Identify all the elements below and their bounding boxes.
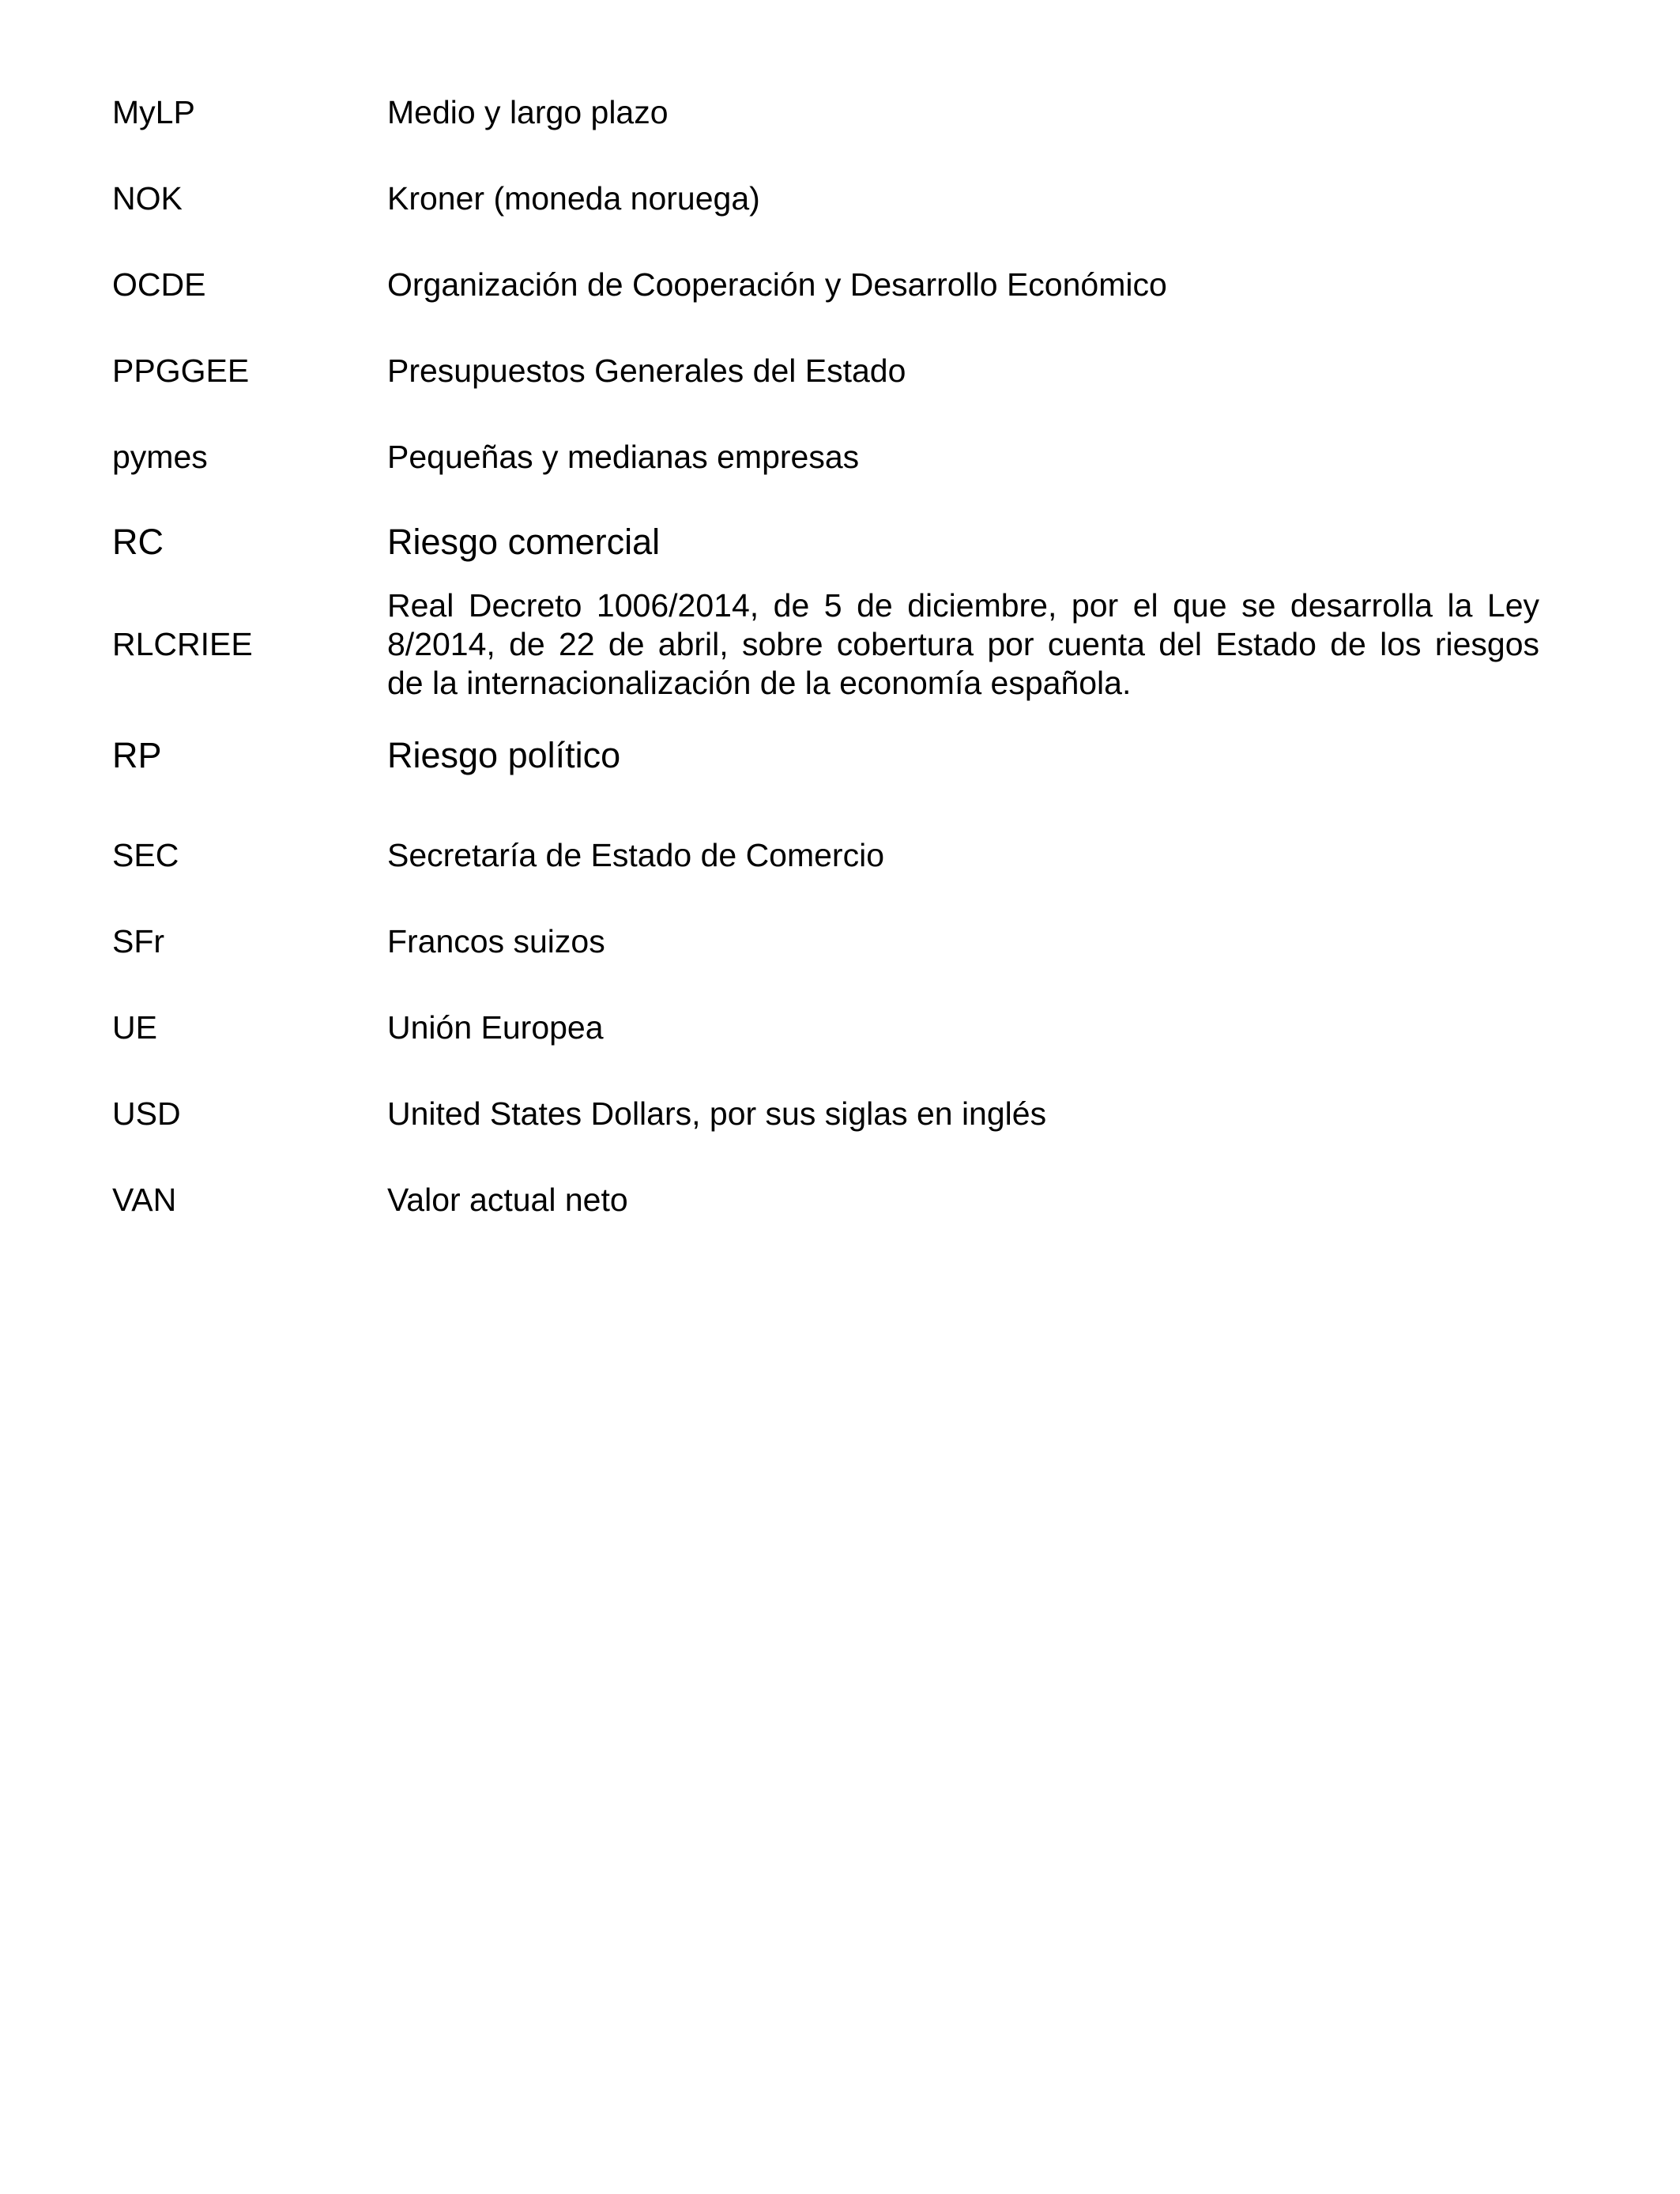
abbreviation: UE <box>112 1009 157 1046</box>
definition: Secretaría de Estado de Comercio <box>387 837 884 873</box>
abbreviation: VAN <box>112 1182 177 1218</box>
definition: Presupuestos Generales del Estado <box>387 352 906 389</box>
abbreviation: OCDE <box>112 266 206 303</box>
abbreviation: pymes <box>112 439 208 475</box>
abbreviation: USD <box>112 1095 181 1132</box>
definition-line: de la internacionalización de la economía española. <box>387 665 1132 701</box>
abbreviation: NOK <box>112 180 183 217</box>
definition <box>387 586 1539 703</box>
abbreviation: PPGGEE <box>112 352 250 389</box>
definition: Riesgo comercial <box>387 522 661 562</box>
abbreviation: RP <box>112 735 162 775</box>
definition: Valor actual neto <box>387 1182 628 1218</box>
definition: Pequeñas y medianas empresas <box>387 439 860 475</box>
abbreviation: SFr <box>112 923 165 959</box>
definition: Francos suizos <box>387 923 605 959</box>
abbreviation: RC <box>112 522 164 562</box>
definition-line: 8/2014, de 22 de abril, sobre cobertura por cuenta del Estado de los riesgos <box>387 626 1539 662</box>
definition: Unión Europea <box>387 1009 604 1046</box>
definition-line: Real Decreto 1006/2014, de 5 de diciembre, por el que se desarrolla la Ley <box>387 587 1539 624</box>
definition: Kroner (moneda noruega) <box>387 180 760 217</box>
abbreviation: RLCRIEE <box>112 626 253 662</box>
abbreviation: MyLP <box>112 94 195 130</box>
definition: Riesgo político <box>387 735 621 775</box>
definition: United States Dollars, por sus siglas en inglés <box>387 1095 1047 1132</box>
definition: Medio y largo plazo <box>387 94 669 130</box>
definition: Organización de Cooperación y Desarrollo Económico <box>387 266 1167 303</box>
abbreviation: SEC <box>112 837 179 873</box>
